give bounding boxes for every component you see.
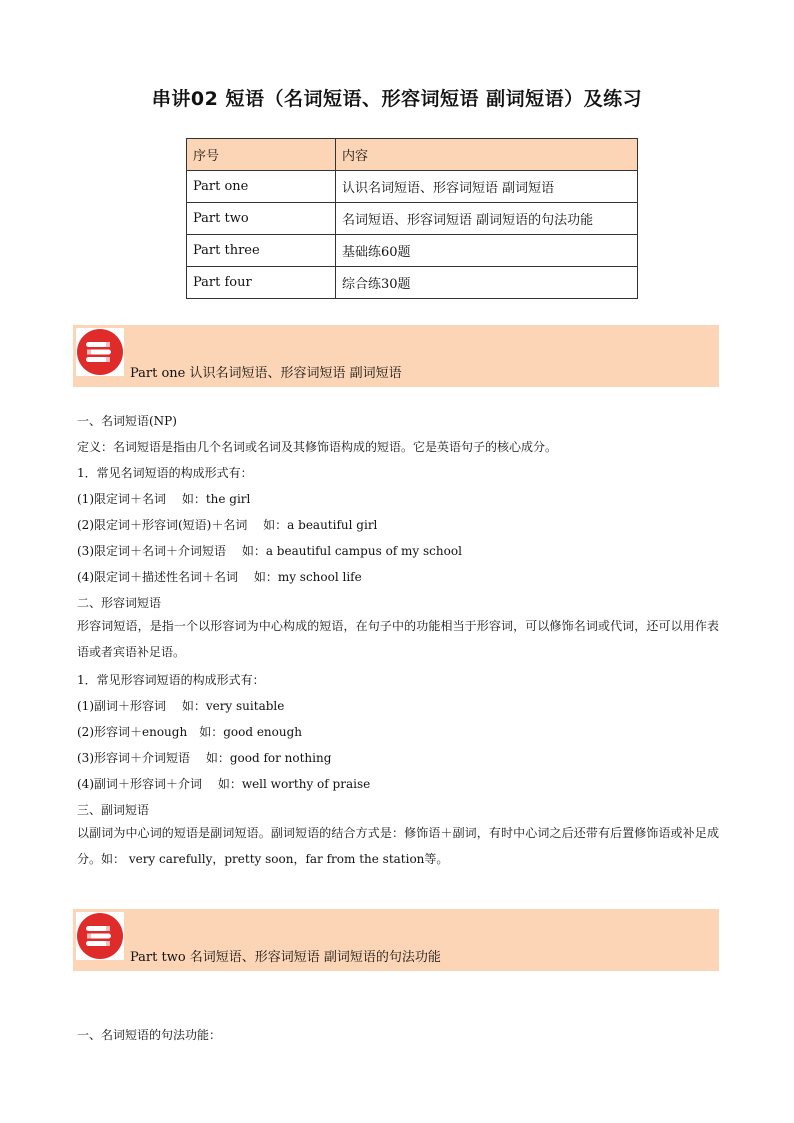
adj-heading: 二、形容词短语 xyxy=(77,596,162,610)
adj-forms-heading: 1．常见形容词短语的构成形式有： xyxy=(77,673,265,687)
table-header-cell: 内容 xyxy=(336,139,638,171)
table-header-row xyxy=(187,139,638,171)
table-header-cell: 序号 xyxy=(187,139,336,171)
list-item: (4)副词＋形容词＋介词 如：well worthy of praise xyxy=(77,777,371,791)
np-function-heading: 一、名词短语的句法功能： xyxy=(77,1028,222,1042)
table-row xyxy=(187,267,638,299)
list-item: (2)限定词＋形容词(短语)＋名词 如：a beautiful girl xyxy=(77,518,378,532)
table-row xyxy=(187,171,638,203)
np-heading: 一、名词短语(NP) xyxy=(77,414,177,428)
contents-table xyxy=(186,138,638,299)
list-item: (2)形容词＋enough 如：good enough xyxy=(77,725,303,739)
table-cell: Part one xyxy=(187,171,336,203)
table-cell: Part three xyxy=(187,235,336,267)
section-banner-part-two xyxy=(73,909,719,971)
table-cell: 认识名词短语、形容词短语 副词短语 xyxy=(336,171,638,203)
adv-heading: 三、副词短语 xyxy=(77,803,150,817)
adj-definition: 形容词短语，是指一个以形容词为中心构成的短语，在句子中的功能相当于形容词，可以修饰名词或代词，还可以用作表语或者宾语补足语。 xyxy=(77,619,719,659)
section-banner-part-one xyxy=(73,325,719,387)
table-row xyxy=(187,235,638,267)
table-cell: 基础练60题 xyxy=(336,235,638,267)
section-banner-title: Part two 名词短语、形容词短语 副词短语的句法功能 xyxy=(130,950,441,965)
list-item: (3)限定词＋名词＋介词短语 如：a beautiful campus of my school xyxy=(77,544,462,558)
table-cell: 综合练30题 xyxy=(336,267,638,299)
np-definition: 定义：名词短语是指由几个名词或名词及其修饰语构成的短语。它是英语句子的核心成分。 xyxy=(77,440,558,454)
books-stack-icon xyxy=(76,912,124,960)
books-stack-icon xyxy=(76,328,124,376)
table-cell: 名词短语、形容词短语 副词短语的句法功能 xyxy=(336,203,638,235)
list-item: (3)形容词＋介词短语 如：good for nothing xyxy=(77,751,332,765)
page-title: 串讲02 短语（名词短语、形容词短语 副词短语）及练习 xyxy=(151,88,643,110)
table-cell: Part four xyxy=(187,267,336,299)
table-row xyxy=(187,203,638,235)
adv-definition: 以副词为中心词的短语是副词短语。副词短语的结合方式是：修饰语＋副词，有时中心词之后还带有后置修饰语或补足成分。如： very carefully，pretty soon，far from the station等。 xyxy=(77,826,719,866)
list-item: (4)限定词＋描述性名词＋名词 如：my school life xyxy=(77,570,362,584)
list-item: (1)副词＋形容词 如：very suitable xyxy=(77,699,285,713)
table-cell: Part two xyxy=(187,203,336,235)
section-banner-title: Part one 认识名词短语、形容词短语 副词短语 xyxy=(130,366,402,381)
list-item: (1)限定词＋名词 如：the girl xyxy=(77,492,251,506)
np-forms-heading: 1．常见名词短语的构成形式有： xyxy=(77,466,253,480)
